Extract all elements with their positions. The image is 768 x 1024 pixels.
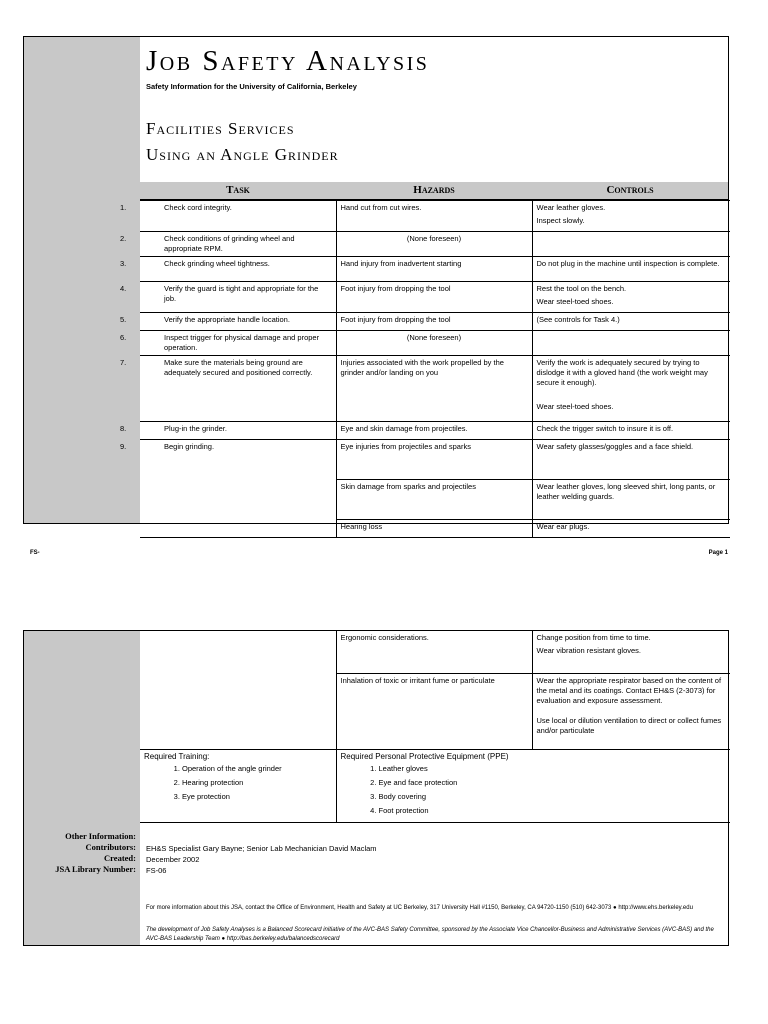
- list-item: 2. Hearing protection: [182, 778, 332, 788]
- table-row: [140, 331, 730, 356]
- footer-doc-id: FS-: [30, 550, 40, 556]
- controls-cell: Do not plug in the machine until inspection is complete.: [532, 257, 730, 282]
- required-training-cell: [140, 749, 336, 822]
- task-cell: 3. Check grinding wheel tightness.: [140, 257, 336, 282]
- table-row: [140, 201, 730, 232]
- header-controls: Controls: [606, 184, 654, 196]
- task-cell: 6. Inspect trigger for physical damage and proper operation.: [140, 331, 336, 356]
- controls-cell: Wear leather gloves, long sleeved shirt, long pants, or leather welding guards.: [532, 480, 730, 520]
- jsa-library-number-value: FS-06: [146, 866, 167, 875]
- contributors-value: EH&S Specialist Gary Bayne; Senior Lab Mechanician David Maclam: [146, 844, 377, 853]
- controls-cell: [532, 232, 730, 257]
- task-cell: 5. Verify the appropriate handle location.: [140, 313, 336, 331]
- task-cell: [140, 631, 336, 749]
- task-cell: 7. Make sure the materials being ground are adequately secured and positioned correctly.: [140, 356, 336, 422]
- required-training-label: Required Training:: [144, 751, 210, 761]
- list-item: 4. Foot protection: [379, 806, 727, 816]
- other-info-labels: [28, 831, 136, 875]
- header-task: Task: [226, 184, 250, 196]
- hazard-cell: Skin damage from sparks and projectiles: [336, 480, 532, 520]
- table-row: [140, 257, 730, 282]
- document-title: Job Safety Analysis: [146, 45, 430, 77]
- jsa-table: [120, 200, 730, 538]
- list-item: 3. Eye protection: [182, 792, 332, 802]
- left-margin-bar: [24, 631, 140, 945]
- hazard-cell: Inhalation of toxic or irritant fume or particulate: [336, 673, 532, 749]
- list-item: 2. Eye and face protection: [379, 778, 727, 788]
- section-title-2: Using an Angle Grinder: [146, 145, 339, 164]
- list-item: 1. Leather gloves: [379, 764, 727, 774]
- hazard-cell: Eye injuries from projectiles and sparks: [336, 440, 532, 480]
- hazard-cell: Eye and skin damage from projectiles.: [336, 422, 532, 440]
- hazard-cell: Ergonomic considerations.: [336, 631, 532, 673]
- jsa-page-2: [23, 630, 729, 946]
- controls-cell: Check the trigger switch to insure it is off.: [532, 422, 730, 440]
- section-title-1: Facilities Services: [146, 119, 295, 138]
- controls-cell: Wear leather gloves. Inspect slowly.: [532, 201, 730, 232]
- hazard-cell: Hand cut from cut wires.: [336, 201, 532, 232]
- task-cell: 8. Plug-in the grinder.: [140, 422, 336, 440]
- task-cell: 9. Begin grinding.: [140, 440, 336, 538]
- hazard-cell: Hearing loss: [336, 520, 532, 538]
- list-item: 1. Operation of the angle grinder: [182, 764, 332, 774]
- hazard-cell: (None foreseen): [336, 232, 532, 257]
- other-info-values: [146, 843, 377, 876]
- task-cell: 1. Check cord integrity.: [140, 201, 336, 232]
- controls-cell: Wear the appropriate respirator based on the content of the metal and its coatings. Contact EH&S (2-3073) for evaluation and exposure assessment. Use local or dilution ventilation to direct or collect fumes and/or particulate: [532, 673, 730, 749]
- table-row: [140, 313, 730, 331]
- document-subtitle: Safety Information for the University of California, Berkeley: [146, 82, 357, 91]
- more-information-text: For more information about this JSA, contact the Office of Environment, Health and Safety at UC Berkeley, 317 University Hall #1150, Berkeley, CA 94720-1150 (510) 642-3073 ● http://www.ehs.berkeley.edu: [146, 905, 693, 911]
- training-list: [144, 764, 332, 802]
- hazard-cell: Foot injury from dropping the tool: [336, 313, 532, 331]
- controls-cell: [532, 331, 730, 356]
- label-jsa-library-number: JSA Library Number:: [55, 864, 136, 874]
- label-contributors: Contributors:: [85, 842, 136, 852]
- hazard-cell: Hand injury from inadvertent starting: [336, 257, 532, 282]
- task-cell: 2. Check conditions of grinding wheel and appropriate RPM.: [140, 232, 336, 257]
- required-ppe-cell: [336, 749, 730, 822]
- hazard-cell: Injuries associated with the work propelled by the grinder and/or landing on you: [336, 356, 532, 422]
- controls-cell: Verify the work is adequately secured by trying to dislodge it with a gloved hand (the work weight may secure it enough). Wear steel-toed shoes.: [532, 356, 730, 422]
- table-row: [140, 422, 730, 440]
- task-cell: 4. Verify the guard is tight and appropriate for the job.: [140, 282, 336, 313]
- hazard-cell: Foot injury from dropping the tool: [336, 282, 532, 313]
- table-row: [140, 440, 730, 480]
- label-other-information: Other Information:: [65, 831, 136, 841]
- table-row: [140, 356, 730, 422]
- table-row: [140, 749, 730, 822]
- table-row: [140, 232, 730, 257]
- jsa-page-1: [23, 36, 729, 531]
- table-row: [140, 631, 730, 673]
- controls-cell: Wear ear plugs.: [532, 520, 730, 538]
- created-value: December 2002: [146, 855, 200, 864]
- hazard-cell: (None foreseen): [336, 331, 532, 356]
- page-1-content: [120, 37, 728, 531]
- table-header: [140, 182, 728, 200]
- header-hazards: Hazards: [413, 184, 455, 196]
- footer-page-number: Page 1: [708, 550, 728, 556]
- credit-text: The development of Job Safety Analyses is a Balanced Scorecard initiative of the AVC-BAS Safety Committee, sponsored by the Associate Vice Chancellor-Business and Administrative Services (AVC-BAS) and the AVC-BAS Leadership Team ● http://bas.berkeley.edu/balancedscorecard: [146, 927, 714, 942]
- label-created: Created:: [104, 853, 136, 863]
- table-row: [140, 282, 730, 313]
- controls-cell: (See controls for Task 4.): [532, 313, 730, 331]
- jsa-table-continued: [140, 631, 730, 823]
- ppe-list: [341, 764, 727, 816]
- controls-cell: Wear safety glasses/goggles and a face shield.: [532, 440, 730, 480]
- controls-cell: Rest the tool on the bench. Wear steel-toed shoes.: [532, 282, 730, 313]
- list-item: 3. Body covering: [379, 792, 727, 802]
- controls-cell: Change position from time to time. Wear vibration resistant gloves.: [532, 631, 730, 673]
- page-2-content: [140, 631, 728, 945]
- required-ppe-label: Required Personal Protective Equipment (PPE): [340, 751, 509, 761]
